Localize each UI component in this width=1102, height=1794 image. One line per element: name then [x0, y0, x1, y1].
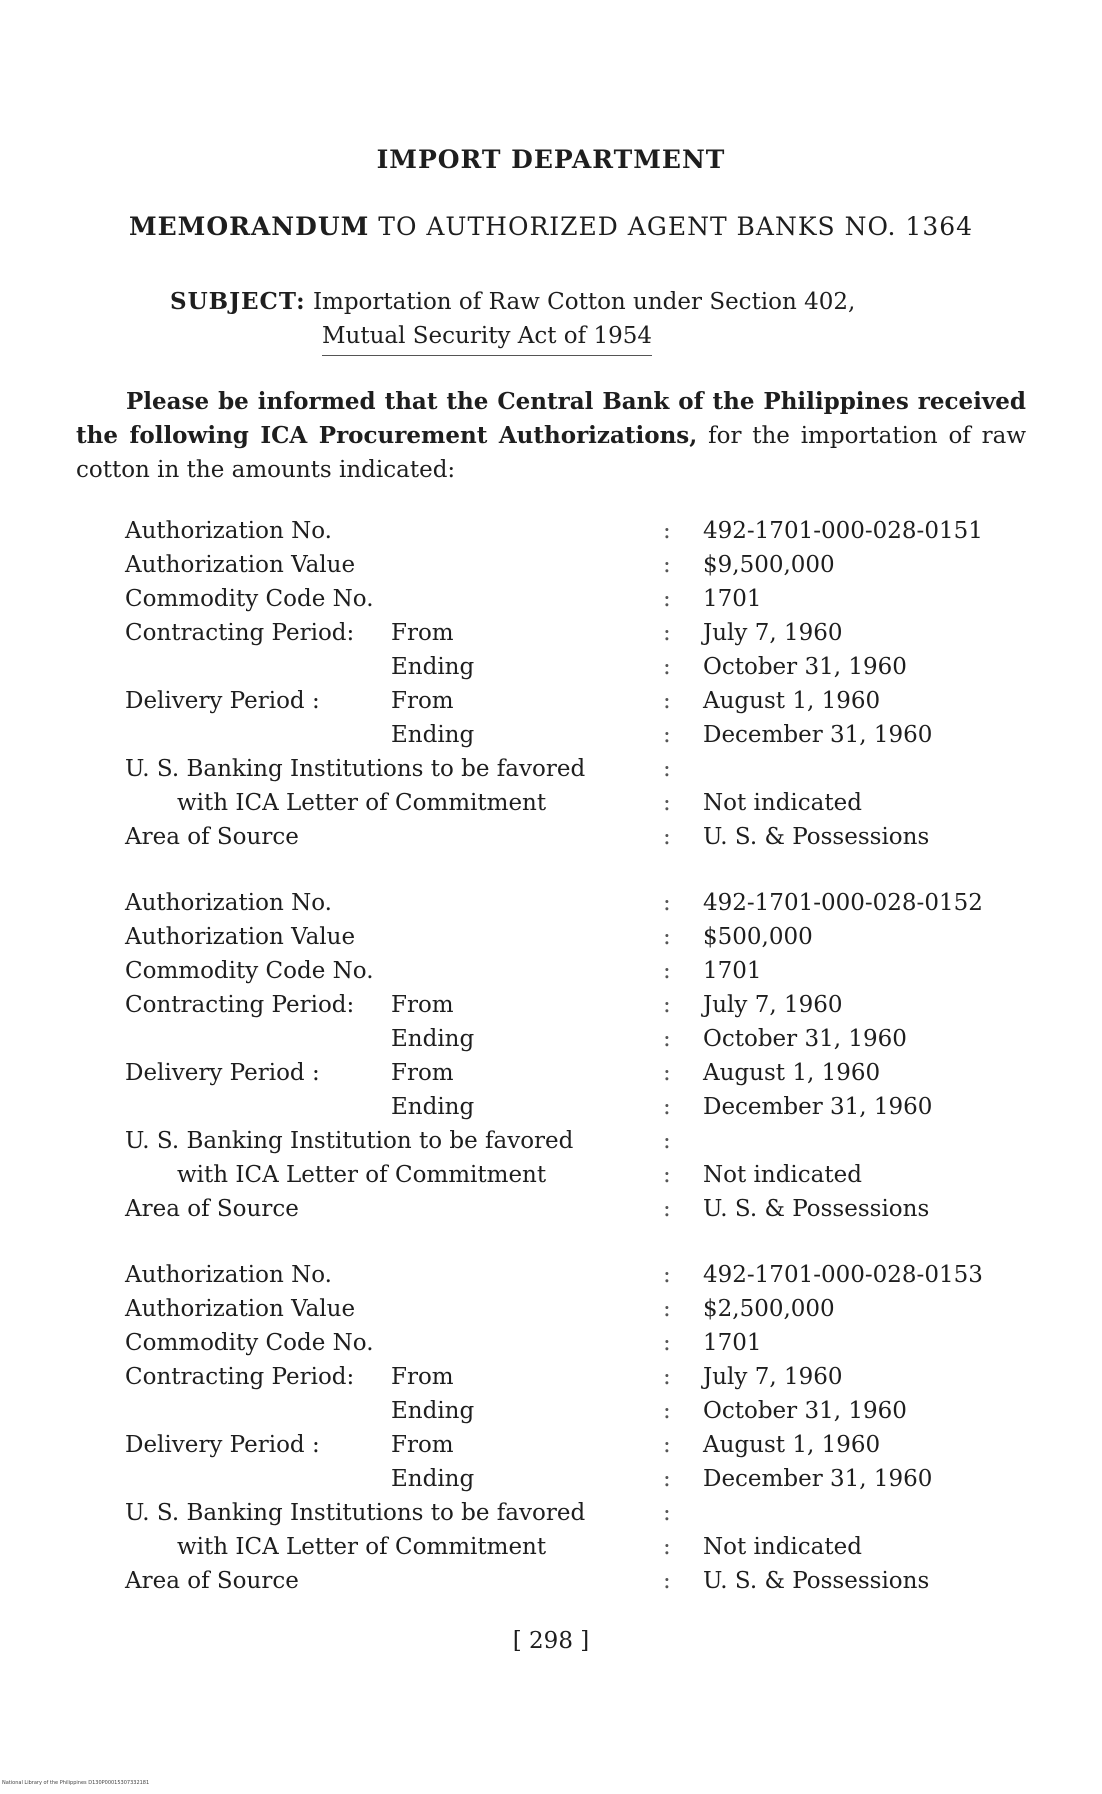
- field-colon: :: [663, 688, 671, 714]
- field-row: [125, 920, 1025, 954]
- field-colon: :: [663, 586, 671, 612]
- field-row: [125, 820, 1025, 854]
- contracting-ending: October 31, 1960: [703, 654, 907, 680]
- contracting-ending: October 31, 1960: [703, 1026, 907, 1052]
- field-row: [125, 1462, 1025, 1496]
- field-sublabel: Ending: [391, 1466, 475, 1492]
- field-colon: :: [663, 890, 671, 916]
- subject-text-1: Importation of Raw Cotton under Section 402,: [312, 289, 856, 315]
- field-row: [125, 1394, 1025, 1428]
- authorization-value: $9,500,000: [703, 552, 835, 578]
- contracting-from: July 7, 1960: [703, 992, 843, 1018]
- subject-block: [170, 285, 970, 356]
- field-label: Area of Source: [125, 824, 299, 850]
- field-label: Delivery Period :: [125, 1060, 320, 1086]
- field-colon: :: [663, 824, 671, 850]
- delivery-from: August 1, 1960: [703, 1432, 881, 1458]
- field-colon: :: [663, 518, 671, 544]
- field-sublabel: Ending: [391, 1026, 475, 1052]
- field-label: Contracting Period:: [125, 992, 355, 1018]
- field-colon: :: [663, 1026, 671, 1052]
- field-row: [125, 786, 1025, 820]
- field-label: Authorization Value: [125, 1296, 356, 1322]
- field-label: U. S. Banking Institutions to be favored: [125, 1500, 586, 1526]
- field-label: Authorization Value: [125, 924, 356, 950]
- field-label: U. S. Banking Institution to be favored: [125, 1128, 574, 1154]
- field-colon: :: [663, 722, 671, 748]
- field-sublabel: From: [391, 620, 454, 646]
- field-row: [125, 1496, 1025, 1530]
- field-colon: :: [663, 958, 671, 984]
- memo-rest: TO AUTHORIZED AGENT BANKS NO. 1364: [378, 212, 974, 241]
- field-row: [125, 1158, 1025, 1192]
- field-label: Delivery Period :: [125, 688, 320, 714]
- banking-institution: Not indicated: [703, 790, 862, 816]
- field-label: Authorization No.: [125, 890, 332, 916]
- field-label: Commodity Code No.: [125, 586, 374, 612]
- field-colon: :: [663, 1466, 671, 1492]
- field-sublabel: Ending: [391, 722, 475, 748]
- field-row: [125, 1258, 1025, 1292]
- field-row: [125, 1564, 1025, 1598]
- banking-institution: Not indicated: [703, 1534, 862, 1560]
- field-label: Contracting Period:: [125, 1364, 355, 1390]
- subject-text-2: Mutual Security Act of 1954: [322, 319, 652, 356]
- field-colon: :: [663, 1330, 671, 1356]
- field-row: [125, 616, 1025, 650]
- memorandum-title: [0, 212, 1102, 241]
- field-colon: :: [663, 1094, 671, 1120]
- field-sublabel: Ending: [391, 654, 475, 680]
- field-row: [125, 548, 1025, 582]
- field-label: Area of Source: [125, 1568, 299, 1594]
- authorization-block-3: [125, 1258, 1025, 1598]
- field-row: [125, 1428, 1025, 1462]
- field-label: Contracting Period:: [125, 620, 355, 646]
- field-colon: :: [663, 1432, 671, 1458]
- field-row: [125, 582, 1025, 616]
- field-row: [125, 1022, 1025, 1056]
- contracting-ending: October 31, 1960: [703, 1398, 907, 1424]
- contracting-from: July 7, 1960: [703, 1364, 843, 1390]
- field-row: [125, 1360, 1025, 1394]
- field-colon: :: [663, 756, 671, 782]
- field-colon: :: [663, 620, 671, 646]
- contracting-from: July 7, 1960: [703, 620, 843, 646]
- field-row: [125, 514, 1025, 548]
- field-sublabel: Ending: [391, 1094, 475, 1120]
- field-row: [125, 650, 1025, 684]
- field-colon: :: [663, 1364, 671, 1390]
- page-number: [ 298 ]: [512, 1628, 590, 1654]
- field-row: [125, 988, 1025, 1022]
- field-colon: :: [663, 992, 671, 1018]
- field-row: [125, 886, 1025, 920]
- intro-rest: for the importation of raw cotton in the amounts indicated:: [76, 423, 1027, 483]
- field-label: Authorization No.: [125, 518, 332, 544]
- field-colon: :: [663, 1568, 671, 1594]
- area-of-source: U. S. & Possessions: [703, 824, 930, 850]
- scan-stamp: National Library of the Philippines D130P00015307332181: [2, 1780, 150, 1786]
- field-row: [125, 718, 1025, 752]
- field-sublabel: From: [391, 1432, 454, 1458]
- authorization-value: $500,000: [703, 924, 813, 950]
- field-colon: :: [663, 1262, 671, 1288]
- field-colon: :: [663, 552, 671, 578]
- area-of-source: U. S. & Possessions: [703, 1196, 930, 1222]
- field-sublabel: From: [391, 688, 454, 714]
- field-label: Commodity Code No.: [125, 1330, 374, 1356]
- field-row: [125, 1192, 1025, 1226]
- field-row: [125, 1056, 1025, 1090]
- authorization-number: 492-1701-000-028-0153: [703, 1262, 983, 1288]
- field-colon: :: [663, 1296, 671, 1322]
- intro-lead: Please be informed that the Central Bank of the Philippines received the following ICA Procurement Authorizations,: [76, 388, 1026, 449]
- field-row: [125, 954, 1025, 988]
- delivery-ending: December 31, 1960: [703, 1094, 933, 1120]
- authorization-value: $2,500,000: [703, 1296, 835, 1322]
- field-row: [125, 1530, 1025, 1564]
- field-label: U. S. Banking Institutions to be favored: [125, 756, 586, 782]
- field-colon: :: [663, 654, 671, 680]
- field-label: Area of Source: [125, 1196, 299, 1222]
- field-sublabel: From: [391, 1364, 454, 1390]
- field-label: Delivery Period :: [125, 1432, 320, 1458]
- banking-institution: Not indicated: [703, 1162, 862, 1188]
- commodity-code: 1701: [703, 586, 762, 612]
- field-colon: :: [663, 1162, 671, 1188]
- commodity-code: 1701: [703, 958, 762, 984]
- field-row: [125, 1124, 1025, 1158]
- subject-label: SUBJECT:: [170, 288, 306, 315]
- field-colon: :: [663, 924, 671, 950]
- delivery-from: August 1, 1960: [703, 688, 881, 714]
- field-row: [125, 1326, 1025, 1360]
- field-colon: :: [663, 1196, 671, 1222]
- field-row: [125, 684, 1025, 718]
- delivery-ending: December 31, 1960: [703, 722, 933, 748]
- delivery-from: August 1, 1960: [703, 1060, 881, 1086]
- field-row: [125, 1090, 1025, 1124]
- authorization-block-2: [125, 886, 1025, 1226]
- field-label: with ICA Letter of Commitment: [177, 1162, 547, 1188]
- field-colon: :: [663, 1398, 671, 1424]
- area-of-source: U. S. & Possessions: [703, 1568, 930, 1594]
- authorization-block-1: [125, 514, 1025, 854]
- field-label: Authorization Value: [125, 552, 356, 578]
- field-colon: :: [663, 1060, 671, 1086]
- department-heading: IMPORT DEPARTMENT: [376, 145, 726, 174]
- memo-prefix: MEMORANDUM: [128, 212, 370, 241]
- field-colon: :: [663, 790, 671, 816]
- field-sublabel: Ending: [391, 1398, 475, 1424]
- subject-line-1: [170, 285, 970, 319]
- field-row: [125, 1292, 1025, 1326]
- field-colon: :: [663, 1500, 671, 1526]
- field-colon: :: [663, 1534, 671, 1560]
- field-label: Commodity Code No.: [125, 958, 374, 984]
- intro-paragraph: [76, 385, 1026, 487]
- field-label: with ICA Letter of Commitment: [177, 790, 547, 816]
- field-row: [125, 752, 1025, 786]
- delivery-ending: December 31, 1960: [703, 1466, 933, 1492]
- field-sublabel: From: [391, 1060, 454, 1086]
- authorization-number: 492-1701-000-028-0152: [703, 890, 983, 916]
- authorization-number: 492-1701-000-028-0151: [703, 518, 983, 544]
- commodity-code: 1701: [703, 1330, 762, 1356]
- field-label: with ICA Letter of Commitment: [177, 1534, 547, 1560]
- field-label: Authorization No.: [125, 1262, 332, 1288]
- field-colon: :: [663, 1128, 671, 1154]
- field-sublabel: From: [391, 992, 454, 1018]
